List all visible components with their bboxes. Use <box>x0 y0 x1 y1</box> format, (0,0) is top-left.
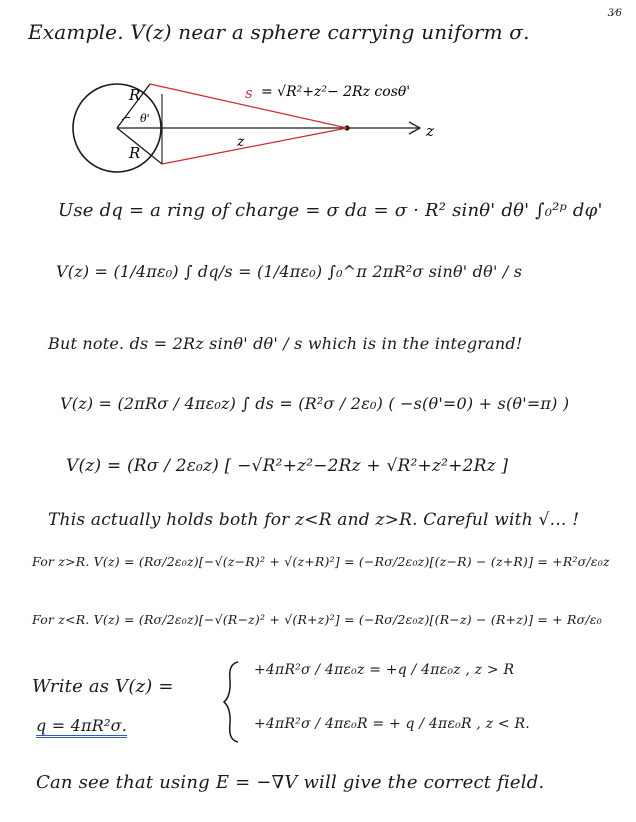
case-inside-result: +4πR²σ / 4πε₀R = + q / 4πε₀R , z < R. <box>254 716 530 732</box>
charge-definition-text: q = 4πR²σ. <box>36 716 127 738</box>
write-as-label: Write as V(z) = <box>32 676 174 697</box>
use-line: Use dq = a ring of charge = σ da = σ · R² sinθ' dθ' ∫₀²ᵖ dφ' <box>58 200 603 221</box>
label-z-mid: z <box>237 134 245 150</box>
label-z-axis: z <box>426 122 434 140</box>
case-outside: For z>R. V(z) = (Rσ/2ε₀z)[−√(z−R)² + √(z+R)²] = (−Rσ/2ε₀z)[(z−R) − (z+R)] = +R²σ/ε₀z <box>32 554 610 569</box>
page-number: 3⁄6 <box>607 8 622 19</box>
potential-result: V(z) = (Rσ / 2ε₀z) [ −√R²+z²−2Rz + √R²+z²+2Rz ] <box>66 456 509 476</box>
case-outside-result: +4πR²σ / 4πε₀z = +q / 4πε₀z , z > R <box>254 662 515 678</box>
potential-integral: V(z) = (1/4πε₀) ∫ dq/s = (1/4πε₀) ∫₀^π 2πR²σ sinθ' dθ' / s <box>56 262 523 281</box>
ds-note: But note. ds = 2Rz sinθ' dθ' / s which is in the integrand! <box>48 334 523 353</box>
label-s: s <box>245 84 253 102</box>
label-R-top: R <box>129 86 141 104</box>
case-inside: For z<R. V(z) = (Rσ/2ε₀z)[−√(R−z)² + √(R+z)²] = (−Rσ/2ε₀z)[(R−z) − (R+z)] = + Rσ/ε₀ <box>32 612 602 627</box>
holds-note: This actually holds both for z<R and z>R. Careful with √… ! <box>48 510 580 530</box>
conclusion-line: Can see that using E = −∇V will give the correct field. <box>36 772 545 793</box>
case-brace <box>222 660 242 744</box>
label-theta: θ' <box>140 112 150 125</box>
page-title: Example. V(z) near a sphere carrying uniform σ. <box>28 20 530 44</box>
sphere-diagram <box>72 66 452 188</box>
charge-definition <box>36 716 127 735</box>
s-line-bottom <box>162 128 347 164</box>
s-formula: = √R²+z²− 2Rz cosθ' <box>261 84 411 100</box>
label-R-bottom: R <box>129 144 141 162</box>
potential-ds: V(z) = (2πRσ / 4πε₀z) ∫ ds = (R²σ / 2ε₀) ( −s(θ'=0) + s(θ'=π) ) <box>60 394 570 413</box>
